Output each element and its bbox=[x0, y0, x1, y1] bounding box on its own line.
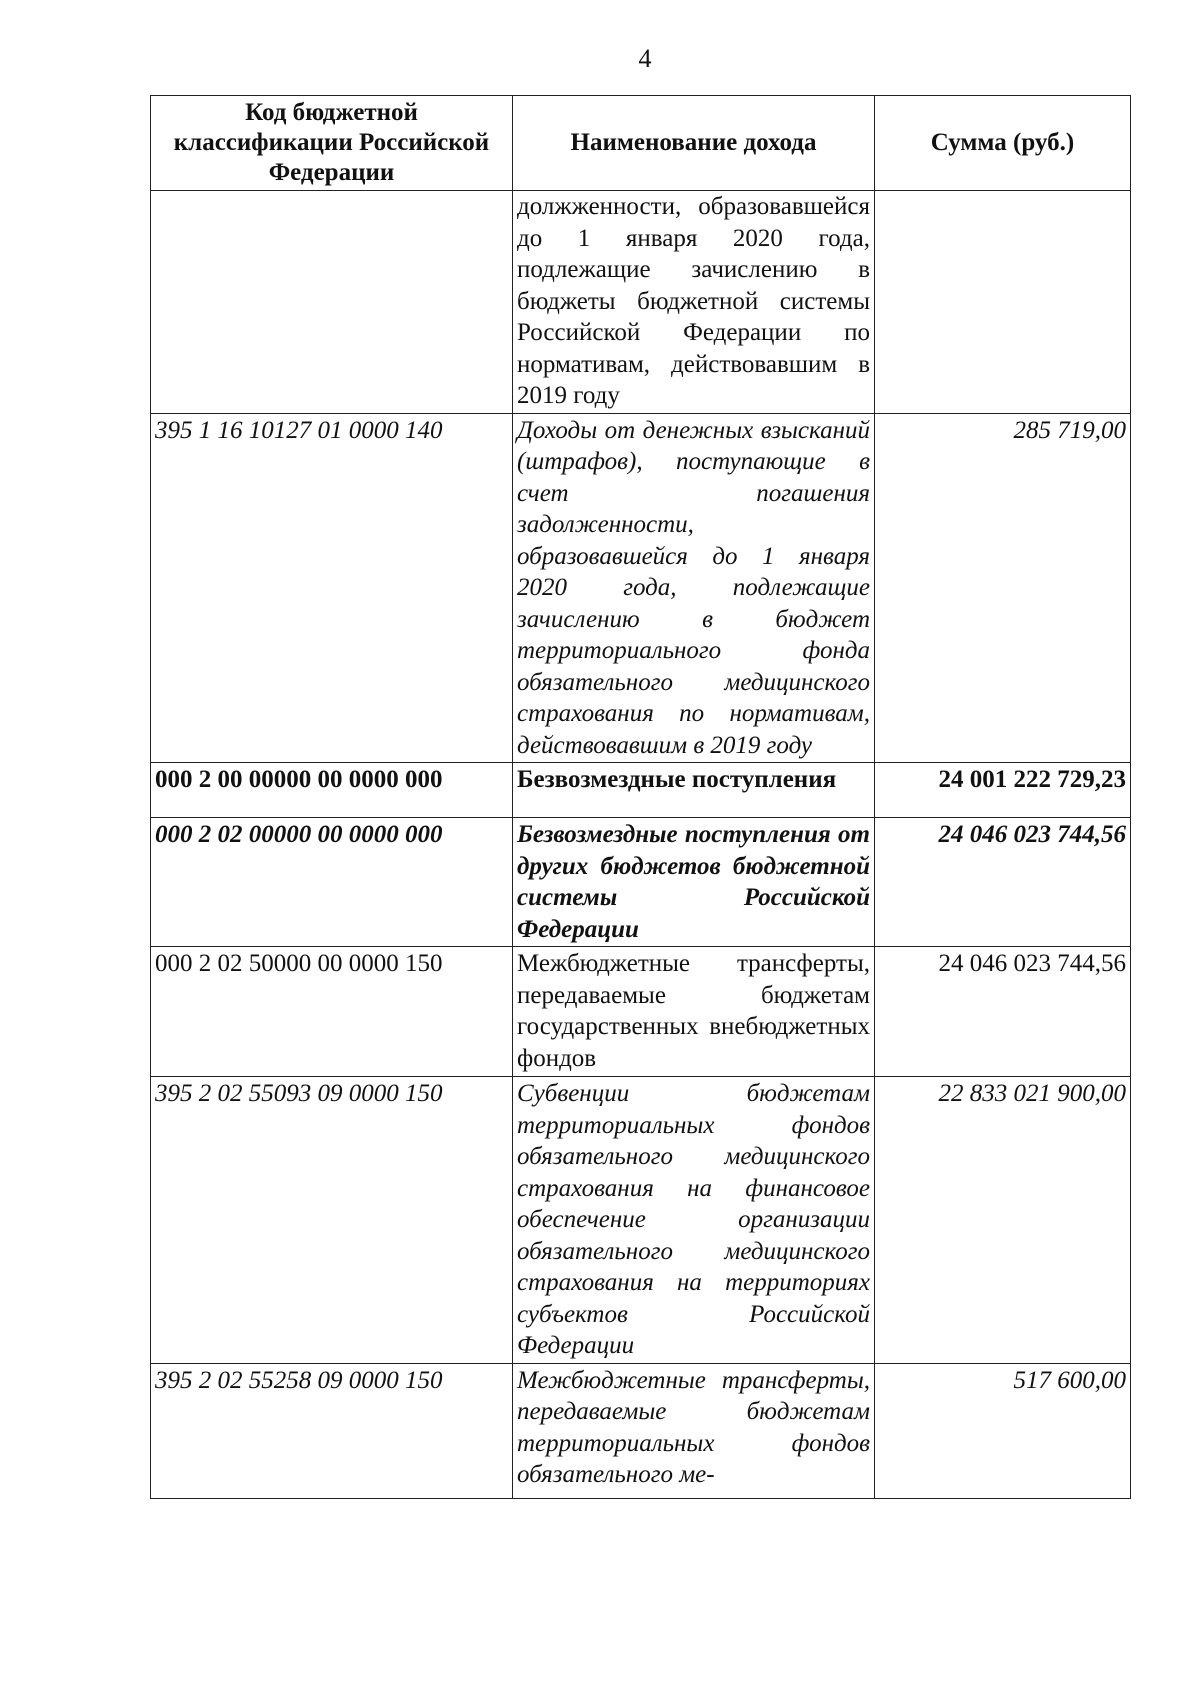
table-header-row bbox=[151, 96, 1131, 191]
row-code: 000 2 02 50000 00 0000 150 bbox=[151, 947, 513, 1077]
page-number: 4 bbox=[638, 44, 652, 73]
row-code bbox=[151, 191, 513, 414]
row-sum: 24 001 222 729,23 bbox=[875, 763, 1131, 818]
row-sum: 24 046 023 744,56 bbox=[875, 947, 1131, 1077]
row-code: 395 1 16 10127 01 0000 140 bbox=[151, 413, 513, 763]
table-row bbox=[151, 1077, 1131, 1364]
row-name: должженности, образовавшейся до 1 января 2020 года, подлежащие зачислению в бюджеты бюджетной системы Российской Федерации по нормативам, действовавшим в 2019 году bbox=[513, 191, 875, 414]
row-code: 000 2 02 00000 00 0000 000 bbox=[151, 818, 513, 947]
table-row bbox=[151, 413, 1131, 763]
row-code: 395 2 02 55093 09 0000 150 bbox=[151, 1077, 513, 1364]
row-name: Субвенции бюджетам территориальных фондов обязательного медицинского страхования на финансовое обеспечение организации обязательного медицинского страхования на территориях субъектов Российской Федерации bbox=[513, 1077, 875, 1364]
row-code: 000 2 00 00000 00 0000 000 bbox=[151, 763, 513, 818]
row-sum: 24 046 023 744,56 bbox=[875, 818, 1131, 947]
row-name: Межбюджетные трансферты, передаваемые бюджетам государственных внебюджетных фондов bbox=[513, 947, 875, 1077]
row-sum: 285 719,00 bbox=[875, 413, 1131, 763]
header-name: Наименование дохода bbox=[513, 96, 875, 191]
header-sum: Сумма (руб.) bbox=[875, 96, 1131, 191]
row-sum: 22 833 021 900,00 bbox=[875, 1077, 1131, 1364]
table-row bbox=[151, 947, 1131, 1077]
row-sum: 517 600,00 bbox=[875, 1363, 1131, 1498]
row-sum bbox=[875, 191, 1131, 414]
row-name: Межбюджетные трансферты, передаваемые бюджетам территориальных фондов обязательного ме- bbox=[513, 1363, 875, 1498]
table-row bbox=[151, 1363, 1131, 1498]
table-row bbox=[151, 818, 1131, 947]
row-name: Доходы от денежных взысканий (штрафов), поступающие в счет погашения задолженности, образовавшейся до 1 января 2020 года, подлежащие зачислению в бюджет территориального фонда обязательного медицинского страхования по нормативам, действовавшим в 2019 году bbox=[513, 413, 875, 763]
table-row bbox=[151, 191, 1131, 414]
budget-revenue-table bbox=[150, 95, 1131, 1499]
row-code: 395 2 02 55258 09 0000 150 bbox=[151, 1363, 513, 1498]
header-code: Код бюджетной классификации Российской Федерации bbox=[151, 96, 513, 191]
table-row bbox=[151, 763, 1131, 818]
row-name: Безвозмездные поступления bbox=[513, 763, 875, 818]
row-name: Безвозмездные поступления от других бюджетов бюджетной системы Российской Федерации bbox=[513, 818, 875, 947]
